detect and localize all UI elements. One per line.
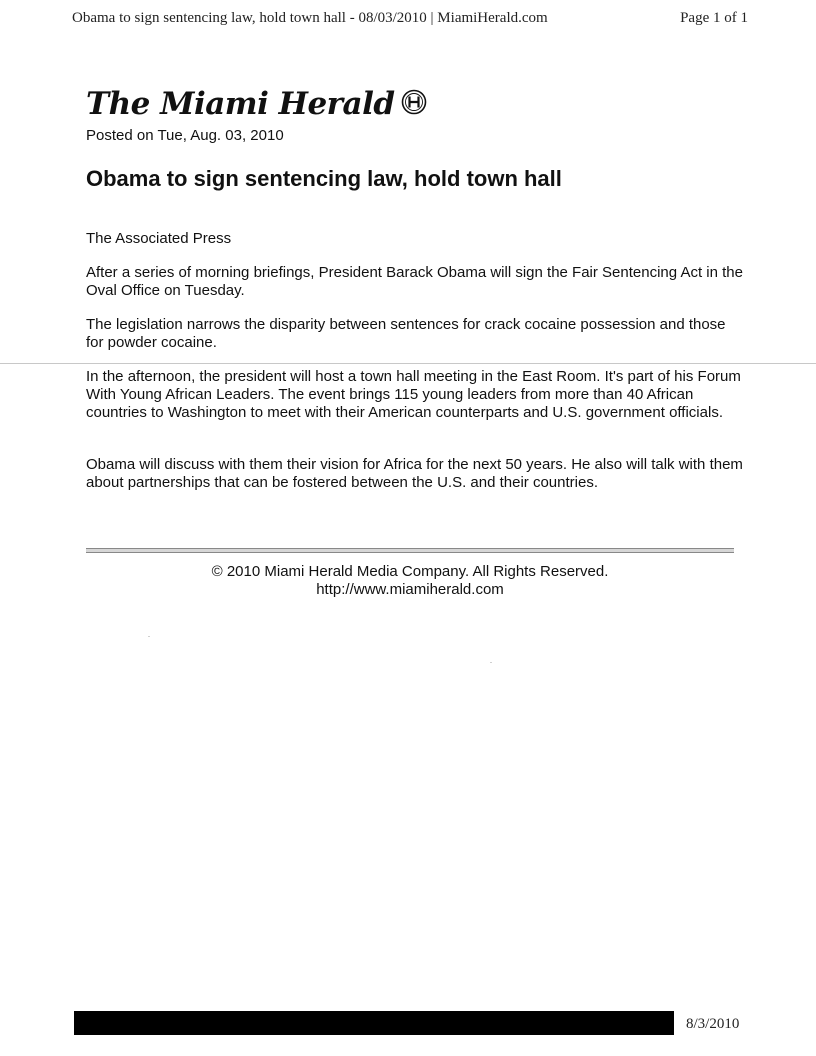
- copyright-block: [86, 563, 734, 599]
- paragraph-text: The legislation narrows the disparity between sentences for crack cocaine possession and those for powder cocaine.: [86, 316, 726, 351]
- paragraph-text: In the afternoon, the president will host a town hall meeting in the East Room. It's part of his Forum With Young African Leaders. The event brings 115 young leaders from more than 40 African countries to Washington to meet with their American counterparts and U.S. government officials.: [86, 368, 741, 421]
- article-paragraph: [86, 316, 746, 352]
- copyright-text: © 2010 Miami Herald Media Company. All Rights Reserved.: [211, 563, 609, 580]
- page-number: Page 1 of 1: [680, 10, 748, 26]
- article-byline: The Associated Press: [86, 230, 232, 247]
- print-date: 8/3/2010: [686, 1016, 740, 1032]
- herald-seal-icon: [401, 89, 427, 120]
- paragraph-text: After a series of morning briefings, President Barack Obama will sign the Fair Sentencing Act in the Oval Office on Tuesday.: [86, 264, 743, 299]
- scan-divider: [0, 363, 816, 364]
- article-headline: Obama to sign sentencing law, hold town hall: [86, 166, 562, 191]
- print-header-title: Obama to sign sentencing law, hold town hall - 08/03/2010 | MiamiHerald.com: [72, 10, 548, 26]
- scan-speck: [148, 636, 150, 637]
- footer-divider: [86, 548, 734, 553]
- scan-speck: [490, 662, 492, 663]
- newspaper-logo: The Miami Herald: [86, 86, 395, 122]
- paragraph-text: Obama will discuss with them their vision for Africa for the next 50 years. He also will talk with them about partnerships that can be fostered between the U.S. and their countries.: [86, 456, 743, 491]
- article-paragraph: [86, 456, 746, 492]
- site-url: http://www.miamiherald.com: [316, 581, 504, 598]
- redaction-bar: [74, 1011, 674, 1035]
- posted-date: Posted on Tue, Aug. 03, 2010: [86, 127, 284, 144]
- article-paragraph: [86, 368, 746, 422]
- masthead: [86, 84, 427, 124]
- article-paragraph: [86, 264, 746, 300]
